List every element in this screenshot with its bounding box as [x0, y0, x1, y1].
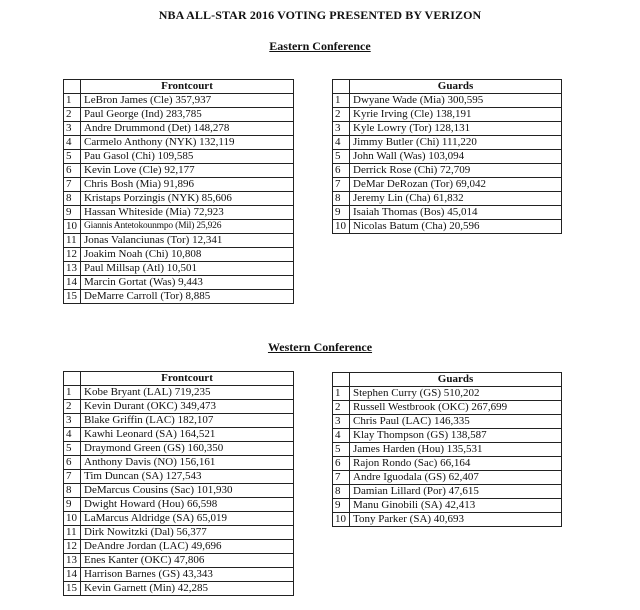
- player-votes-cell: LeBron James (Cle) 357,937: [81, 94, 294, 108]
- rank-cell: 15: [64, 290, 81, 304]
- table-row: [333, 485, 562, 499]
- rank-cell: 5: [64, 150, 81, 164]
- rank-cell: 2: [333, 108, 350, 122]
- table-row: [64, 414, 294, 428]
- table-row: [333, 178, 562, 192]
- player-votes-cell: Draymond Green (GS) 160,350: [81, 442, 294, 456]
- table-row: [333, 471, 562, 485]
- rank-cell: 11: [64, 234, 81, 248]
- table-row: [333, 206, 562, 220]
- table-row: [64, 248, 294, 262]
- table-row: [64, 276, 294, 290]
- rank-cell: 8: [333, 192, 350, 206]
- western-frontcourt-table: [63, 371, 294, 596]
- western-conference-heading: Western Conference: [267, 340, 373, 354]
- table-row: [333, 401, 562, 415]
- eastern-conference-heading: Eastern Conference: [269, 39, 371, 53]
- player-votes-cell: Hassan Whiteside (Mia) 72,923: [81, 206, 294, 220]
- player-votes-cell: Harrison Barnes (GS) 43,343: [81, 568, 294, 582]
- player-votes-cell: Isaiah Thomas (Bos) 45,014: [350, 206, 562, 220]
- player-votes-cell: LaMarcus Aldridge (SA) 65,019: [81, 512, 294, 526]
- player-votes-cell: Giannis Antetokounmpo (Mil) 25,926: [81, 220, 294, 234]
- table-row: [64, 582, 294, 596]
- rank-cell: 2: [333, 401, 350, 415]
- rank-column-header: [333, 373, 350, 387]
- player-votes-cell: Kevin Love (Cle) 92,177: [81, 164, 294, 178]
- player-votes-cell: Damian Lillard (Por) 47,615: [350, 485, 562, 499]
- player-votes-cell: Stephen Curry (GS) 510,202: [350, 387, 562, 401]
- table-row: [64, 108, 294, 122]
- player-votes-cell: Kristaps Porzingis (NYK) 85,606: [81, 192, 294, 206]
- table-row: [64, 206, 294, 220]
- guards-header: Guards: [350, 80, 562, 94]
- player-votes-cell: Joakim Noah (Chi) 10,808: [81, 248, 294, 262]
- table-row: [333, 164, 562, 178]
- table-header-row: [64, 80, 294, 94]
- player-votes-cell: Enes Kanter (OKC) 47,806: [81, 554, 294, 568]
- rank-cell: 2: [64, 400, 81, 414]
- player-votes-cell: Kawhi Leonard (SA) 164,521: [81, 428, 294, 442]
- player-votes-cell: Carmelo Anthony (NYK) 132,119: [81, 136, 294, 150]
- player-votes-cell: DeMarcus Cousins (Sac) 101,930: [81, 484, 294, 498]
- table-row: [64, 386, 294, 400]
- player-votes-cell: Klay Thompson (GS) 138,587: [350, 429, 562, 443]
- table-row: [333, 220, 562, 234]
- table-row: [333, 192, 562, 206]
- player-votes-cell: Andre Drummond (Det) 148,278: [81, 122, 294, 136]
- table-row: [64, 192, 294, 206]
- player-votes-cell: Kyrie Irving (Cle) 138,191: [350, 108, 562, 122]
- table-row: [64, 428, 294, 442]
- player-votes-cell: Dwyane Wade (Mia) 300,595: [350, 94, 562, 108]
- western-guards-table: [332, 372, 562, 527]
- player-votes-cell: Kevin Garnett (Min) 42,285: [81, 582, 294, 596]
- table-row: [64, 136, 294, 150]
- rank-cell: 9: [333, 206, 350, 220]
- table-row: [64, 568, 294, 582]
- rank-cell: 4: [333, 429, 350, 443]
- rank-cell: 2: [64, 108, 81, 122]
- player-votes-cell: Dwight Howard (Hou) 66,598: [81, 498, 294, 512]
- player-votes-cell: James Harden (Hou) 135,531: [350, 443, 562, 457]
- rank-cell: 12: [64, 540, 81, 554]
- rank-cell: 8: [64, 192, 81, 206]
- rank-cell: 10: [333, 220, 350, 234]
- rank-cell: 1: [333, 387, 350, 401]
- table-row: [64, 540, 294, 554]
- rank-cell: 14: [64, 276, 81, 290]
- player-votes-cell: Kobe Bryant (LAL) 719,235: [81, 386, 294, 400]
- player-votes-cell: Kevin Durant (OKC) 349,473: [81, 400, 294, 414]
- rank-cell: 6: [333, 457, 350, 471]
- rank-cell: 6: [64, 164, 81, 178]
- table-row: [333, 94, 562, 108]
- table-row: [64, 234, 294, 248]
- rank-cell: 7: [64, 470, 81, 484]
- table-row: [333, 108, 562, 122]
- rank-cell: 4: [64, 428, 81, 442]
- player-votes-cell: Derrick Rose (Chi) 72,709: [350, 164, 562, 178]
- player-votes-cell: Rajon Rondo (Sac) 66,164: [350, 457, 562, 471]
- rank-cell: 6: [333, 164, 350, 178]
- player-votes-cell: Chris Paul (LAC) 146,335: [350, 415, 562, 429]
- table-header-row: [333, 80, 562, 94]
- table-row: [64, 178, 294, 192]
- table-row: [333, 136, 562, 150]
- rank-cell: 9: [333, 499, 350, 513]
- player-votes-cell: Pau Gasol (Chi) 109,585: [81, 150, 294, 164]
- player-votes-cell: Paul Millsap (Atl) 10,501: [81, 262, 294, 276]
- rank-cell: 5: [333, 150, 350, 164]
- table-row: [333, 122, 562, 136]
- rank-cell: 9: [64, 206, 81, 220]
- player-votes-cell: Tim Duncan (SA) 127,543: [81, 470, 294, 484]
- table-row: [64, 498, 294, 512]
- rank-column-header: [64, 80, 81, 94]
- table-row: [64, 484, 294, 498]
- rank-cell: 10: [64, 512, 81, 526]
- table-row: [333, 387, 562, 401]
- rank-cell: 7: [333, 178, 350, 192]
- table-row: [64, 122, 294, 136]
- guards-header: Guards: [350, 373, 562, 387]
- player-votes-cell: Dirk Nowitzki (Dal) 56,377: [81, 526, 294, 540]
- rank-cell: 8: [333, 485, 350, 499]
- table-row: [333, 415, 562, 429]
- rank-cell: 1: [64, 386, 81, 400]
- rank-cell: 7: [64, 178, 81, 192]
- rank-cell: 6: [64, 456, 81, 470]
- player-votes-cell: Russell Westbrook (OKC) 267,699: [350, 401, 562, 415]
- frontcourt-header: Frontcourt: [81, 80, 294, 94]
- table-row: [64, 526, 294, 540]
- table-row: [64, 456, 294, 470]
- rank-cell: 13: [64, 554, 81, 568]
- player-votes-cell: Tony Parker (SA) 40,693: [350, 513, 562, 527]
- table-row: [333, 150, 562, 164]
- rank-cell: 1: [64, 94, 81, 108]
- rank-cell: 1: [333, 94, 350, 108]
- table-row: [333, 429, 562, 443]
- rank-cell: 5: [64, 442, 81, 456]
- player-votes-cell: Paul George (Ind) 283,785: [81, 108, 294, 122]
- rank-cell: 15: [64, 582, 81, 596]
- eastern-guards-table: [332, 79, 562, 234]
- table-row: [64, 512, 294, 526]
- eastern-frontcourt-table: [63, 79, 294, 304]
- table-row: [64, 290, 294, 304]
- rank-cell: 11: [64, 526, 81, 540]
- player-votes-cell: Jimmy Butler (Chi) 111,220: [350, 136, 562, 150]
- rank-cell: 3: [64, 122, 81, 136]
- player-votes-cell: Blake Griffin (LAC) 182,107: [81, 414, 294, 428]
- rank-cell: 3: [333, 415, 350, 429]
- table-row: [333, 457, 562, 471]
- table-row: [64, 262, 294, 276]
- table-row: [64, 554, 294, 568]
- table-row: [333, 513, 562, 527]
- table-header-row: [64, 372, 294, 386]
- table-row: [333, 443, 562, 457]
- player-votes-cell: DeAndre Jordan (LAC) 49,696: [81, 540, 294, 554]
- player-votes-cell: DeMarre Carroll (Tor) 8,885: [81, 290, 294, 304]
- rank-cell: 13: [64, 262, 81, 276]
- player-votes-cell: Chris Bosh (Mia) 91,896: [81, 178, 294, 192]
- rank-cell: 7: [333, 471, 350, 485]
- rank-cell: 12: [64, 248, 81, 262]
- player-votes-cell: Andre Iguodala (GS) 62,407: [350, 471, 562, 485]
- frontcourt-header: Frontcourt: [81, 372, 294, 386]
- rank-column-header: [64, 372, 81, 386]
- table-row: [64, 94, 294, 108]
- player-votes-cell: John Wall (Was) 103,094: [350, 150, 562, 164]
- rank-cell: 14: [64, 568, 81, 582]
- player-votes-cell: Kyle Lowry (Tor) 128,131: [350, 122, 562, 136]
- table-row: [64, 220, 294, 234]
- player-votes-cell: Manu Ginobili (SA) 42,413: [350, 499, 562, 513]
- rank-cell: 3: [64, 414, 81, 428]
- rank-cell: 5: [333, 443, 350, 457]
- rank-cell: 4: [333, 136, 350, 150]
- table-row: [64, 400, 294, 414]
- rank-cell: 3: [333, 122, 350, 136]
- table-row: [64, 470, 294, 484]
- rank-column-header: [333, 80, 350, 94]
- player-votes-cell: Anthony Davis (NO) 156,161: [81, 456, 294, 470]
- rank-cell: 10: [333, 513, 350, 527]
- rank-cell: 10: [64, 220, 81, 234]
- rank-cell: 4: [64, 136, 81, 150]
- table-row: [64, 150, 294, 164]
- page-title: NBA ALL-STAR 2016 VOTING PRESENTED BY VERIZON: [158, 8, 482, 22]
- player-votes-cell: DeMar DeRozan (Tor) 69,042: [350, 178, 562, 192]
- table-header-row: [333, 373, 562, 387]
- rank-cell: 8: [64, 484, 81, 498]
- table-row: [64, 442, 294, 456]
- player-votes-cell: Jeremy Lin (Cha) 61,832: [350, 192, 562, 206]
- rank-cell: 9: [64, 498, 81, 512]
- table-row: [64, 164, 294, 178]
- table-row: [333, 499, 562, 513]
- player-votes-cell: Nicolas Batum (Cha) 20,596: [350, 220, 562, 234]
- player-votes-cell: Jonas Valanciunas (Tor) 12,341: [81, 234, 294, 248]
- player-votes-cell: Marcin Gortat (Was) 9,443: [81, 276, 294, 290]
